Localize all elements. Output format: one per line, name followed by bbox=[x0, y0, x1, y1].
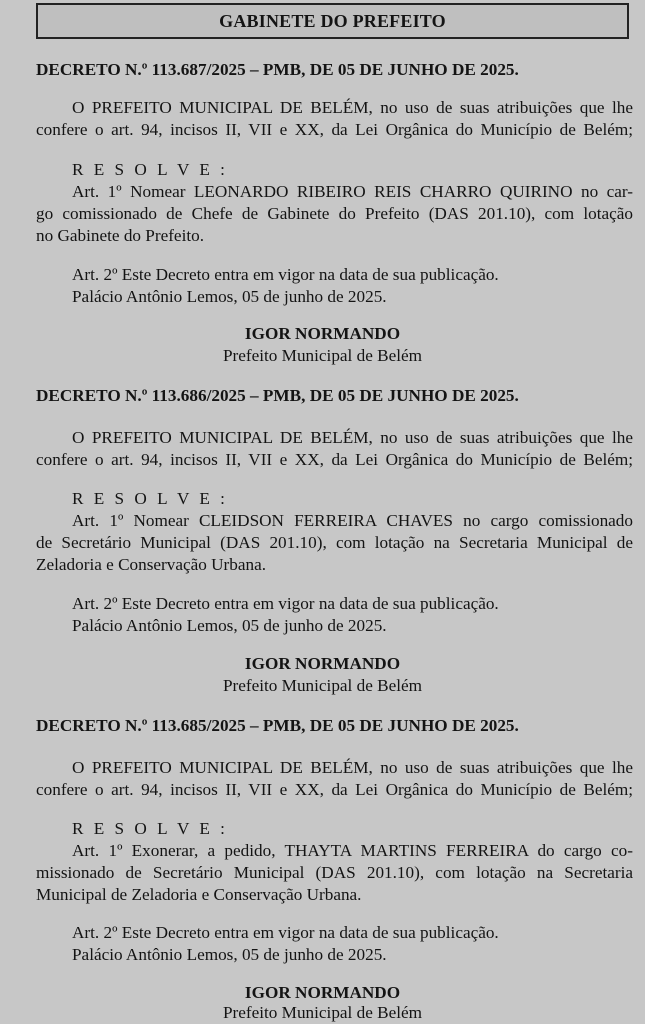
place-date: Palácio Antônio Lemos, 05 de junho de 2025. bbox=[72, 287, 387, 306]
signer-name: IGOR NORMANDO bbox=[244, 983, 401, 1002]
article-1-line: Zeladoria e Conservação Urbana. bbox=[36, 555, 267, 574]
decree-preamble-line: O PREFEITO MUNICIPAL DE BELÉM, no uso de suas atribuições que lhe bbox=[72, 758, 633, 777]
article-2: Art. 2º Este Decreto entra em vigor na data de sua publicação. bbox=[72, 265, 499, 284]
signer-role: Prefeito Municipal de Belém bbox=[222, 1003, 423, 1022]
decree-title: DECRETO N.º 113.687/2025 – PMB, DE 05 DE JUNHO DE 2025. bbox=[36, 60, 519, 79]
resolve-label: R E S O L V E : bbox=[72, 819, 228, 838]
decree-title: DECRETO N.º 113.686/2025 – PMB, DE 05 DE JUNHO DE 2025. bbox=[36, 386, 519, 405]
decree-preamble-line: confere o art. 94, incisos II, VII e XX, da Lei Orgânica do Município de Belém; bbox=[36, 780, 633, 799]
article-1-line: Art. 1º Nomear CLEIDSON FERREIRA CHAVES no cargo comissionado bbox=[72, 511, 633, 530]
article-1-line: Art. 1º Nomear LEONARDO RIBEIRO REIS CHARRO QUIRINO no car- bbox=[72, 182, 633, 201]
article-1-line: no Gabinete do Prefeito. bbox=[36, 226, 205, 245]
decree-preamble-line: O PREFEITO MUNICIPAL DE BELÉM, no uso de suas atribuições que lhe bbox=[72, 428, 633, 447]
place-date: Palácio Antônio Lemos, 05 de junho de 2025. bbox=[72, 945, 387, 964]
signer-name: IGOR NORMANDO bbox=[244, 654, 401, 673]
article-1-line: Municipal de Zeladoria e Conservação Urbana. bbox=[36, 885, 362, 904]
article-1-line: de Secretário Municipal (DAS 201.10), com lotação na Secretaria Municipal de bbox=[36, 533, 633, 552]
article-1-line: Art. 1º Exonerar, a pedido, THAYTA MARTINS FERREIRA do cargo co- bbox=[72, 841, 633, 860]
signer-role: Prefeito Municipal de Belém bbox=[222, 676, 423, 695]
article-2: Art. 2º Este Decreto entra em vigor na data de sua publicação. bbox=[72, 594, 499, 613]
article-1-line: go comissionado de Chefe de Gabinete do Prefeito (DAS 201.10), com lotação bbox=[36, 204, 633, 223]
decree-title: DECRETO N.º 113.685/2025 – PMB, DE 05 DE JUNHO DE 2025. bbox=[36, 716, 519, 735]
place-date: Palácio Antônio Lemos, 05 de junho de 2025. bbox=[72, 616, 387, 635]
decree-preamble-line: O PREFEITO MUNICIPAL DE BELÉM, no uso de suas atribuições que lhe bbox=[72, 98, 633, 117]
decree-preamble-line: confere o art. 94, incisos II, VII e XX, da Lei Orgânica do Município de Belém; bbox=[36, 450, 633, 469]
signer-role: Prefeito Municipal de Belém bbox=[222, 346, 423, 365]
section-header: GABINETE DO PREFEITO bbox=[36, 3, 629, 39]
decree-preamble-line: confere o art. 94, incisos II, VII e XX, da Lei Orgânica do Município de Belém; bbox=[36, 120, 633, 139]
resolve-label: R E S O L V E : bbox=[72, 160, 228, 179]
article-1-line: missionado de Secretário Municipal (DAS 201.10), com lotação na Secretaria bbox=[36, 863, 633, 882]
resolve-label: R E S O L V E : bbox=[72, 489, 228, 508]
article-2: Art. 2º Este Decreto entra em vigor na data de sua publicação. bbox=[72, 923, 499, 942]
signer-name: IGOR NORMANDO bbox=[244, 324, 401, 343]
